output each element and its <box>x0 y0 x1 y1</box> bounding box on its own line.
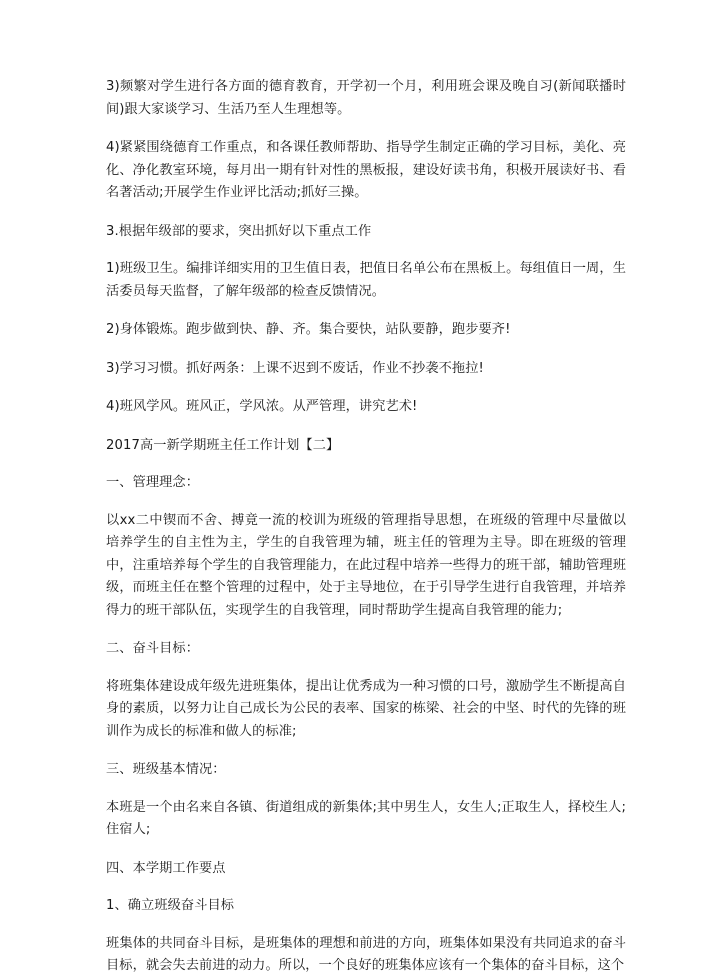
paragraph-class-hygiene: 1)班级卫生。编排详细实用的卫生值日表，把值日名单公布在黑板上。每组值日一周，生活委员每天监督，了解年级部的检查反馈情况。 <box>106 261 626 299</box>
paragraph-goals: 将班集体建设成年级先进班集体，提出让优秀成为一种习惯的口号，激励学生不断提高自身的素质，以努力让自己成长为公民的表率、国家的栋梁、社会的中坚、时代的先锋的班训作为成长的标准和做人的标准; <box>106 678 626 739</box>
section-heading-class-info: 三、班级基本情况： <box>106 762 226 777</box>
paragraph-class-info: 本班是一个由名来自各镇、街道组成的新集体;其中男生人，女生人;正取生人，择校生人;住宿人; <box>106 799 626 837</box>
section-heading-grade-requirements: 3.根据年级部的要求，突出抓好以下重点工作 <box>106 223 372 239</box>
paragraph-class-goal: 班集体的共同奋斗目标，是班集体的理想和前进的方向，班集体如果没有共同追求的奋斗目标，就会失去前进的动力。所以，一个良好的班集体应该有一个集体的奋斗目标，这个 <box>106 935 626 973</box>
paragraph-management-philosophy: 以xx二中锲而不舍、搏竟一流的校训为班级的管理指导思想，在班级的管理中尽量做以培养学生的自主性为主，学生的自我管理为辅，班主任的管理为主导。即在班级的管理中，注重培养每个学生的自我管理能力，在此过程中培养一些得力的班干部，辅助管理班级，而班主任在整个管理的过程中，处于主导地位，在于引导学生进行自我管理，并培养得力的班干部队伍，实现学生的自我管理，同时帮助学生提高自我管理的能力; <box>106 512 626 618</box>
section-heading-management-philosophy: 一、管理理念： <box>106 475 200 490</box>
document-subtitle: 2017高一新学期班主任工作计划【二】 <box>106 437 340 453</box>
section-heading-work-points: 四、本学期工作要点 <box>106 860 226 876</box>
section-heading-goals: 二、奋斗目标： <box>106 641 200 656</box>
document-body <box>106 76 626 978</box>
paragraph-study-habits: 3)学习习惯。抓好两条：上课不迟到不废话，作业不抄袭不拖拉! <box>106 360 484 376</box>
subsection-heading-class-goal: 1、确立班级奋斗目标 <box>106 898 235 913</box>
paragraph-moral-education: 3)频繁对学生进行各方面的德育教育，开学初一个月，利用班会课及晚自习(新闻联播时间)跟大家谈学习、生活乃至人生理想等。 <box>106 79 626 117</box>
paragraph-moral-focus: 4)紧紧围绕德育工作重点，和各课任教师帮助、指导学生制定正确的学习目标，美化、亮化、净化教室环境，每月出一期有针对性的黑板报，建设好读书角，积极开展读好书、看名著活动;开展学生作业评比活动;抓好三操。 <box>106 140 626 200</box>
paragraph-physical-exercise: 2)身体锻炼。跑步做到快、静、齐。集合要快，站队要静，跑步要齐! <box>106 322 511 337</box>
paragraph-class-style: 4)班风学风。班风正，学风浓。从严管理，讲究艺术! <box>106 399 418 414</box>
